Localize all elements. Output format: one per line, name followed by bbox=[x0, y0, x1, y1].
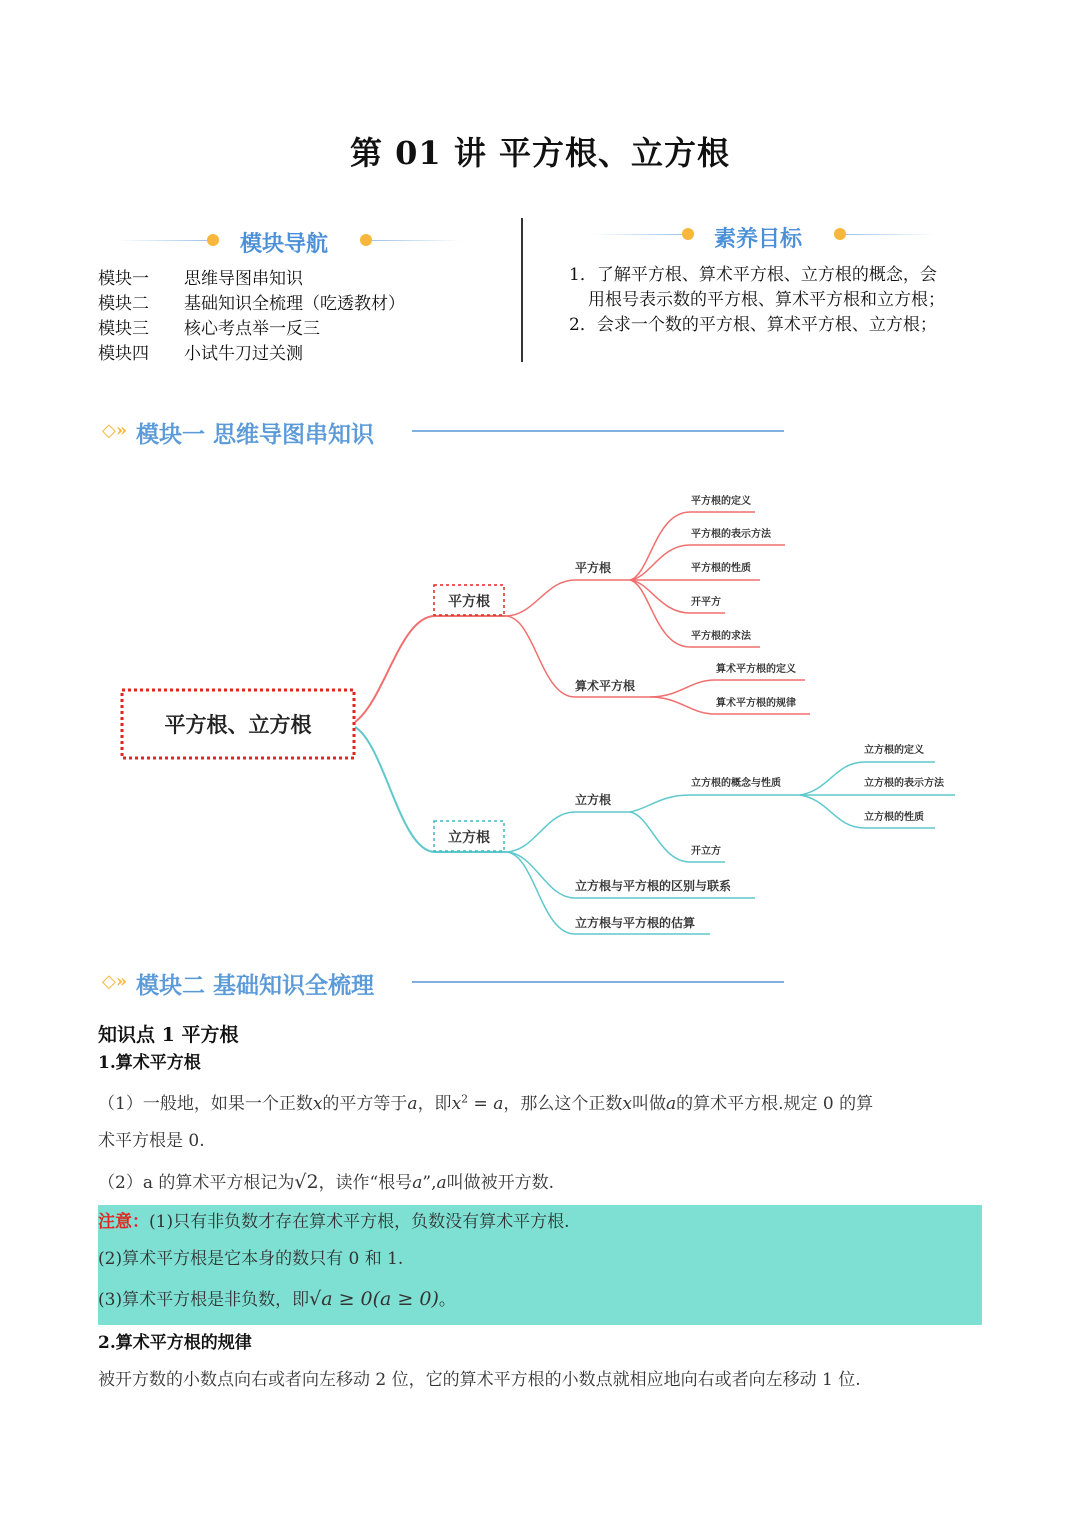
subsection-2-heading: 2.算术平方根的规律 bbox=[98, 1333, 252, 1353]
mm-cube-concept-item-1: 立方根的定义 bbox=[864, 745, 924, 756]
mm-sq-label: 平方根 bbox=[575, 561, 612, 575]
p1-text-2: 的平方等于 bbox=[322, 1094, 408, 1114]
p1-var-x2: x bbox=[622, 1094, 632, 1114]
mm-cube-concept-item-3: 立方根的性质 bbox=[864, 812, 924, 823]
p1-text-3: ，即 bbox=[417, 1094, 452, 1114]
note-formula: √a ≥ 0(a ≥ 0) bbox=[309, 1288, 439, 1310]
mm-link-root-sq bbox=[355, 616, 505, 722]
p1-eq-a: a bbox=[493, 1094, 504, 1114]
nav-item-3-label: 核心考点举一反三 bbox=[184, 319, 320, 339]
page-title: 第 01 讲 平方根、立方根 bbox=[350, 134, 730, 172]
note-label: 注意： bbox=[98, 1212, 149, 1232]
mm-cube-concept-item-2: 立方根的表示方法 bbox=[864, 778, 944, 789]
mm-branch2-label: 立方根 bbox=[448, 830, 490, 846]
module2-heading: 模块二 基础知识全梳理 bbox=[136, 973, 375, 999]
nav-item-1[interactable] bbox=[98, 264, 303, 289]
goal-line-1: 1．了解平方根、算术平方根、立方根的概念，会 bbox=[569, 265, 937, 285]
goals-heading-line-left bbox=[592, 234, 682, 235]
p2-text-3: ”, bbox=[422, 1173, 437, 1193]
mm-root-label: 平方根、立方根 bbox=[164, 713, 312, 737]
nav-heading-line-right bbox=[372, 240, 462, 241]
p1-text-6: 的算术平方根.规定 0 的算 bbox=[676, 1094, 874, 1114]
mm-cube-label: 立方根 bbox=[575, 793, 612, 807]
nav-item-2-key: 模块二 bbox=[98, 294, 149, 314]
goals-heading-dot-right bbox=[834, 228, 846, 240]
paragraph-1-line-1 bbox=[98, 1089, 873, 1114]
column-divider bbox=[521, 218, 523, 362]
note-text-1: (1)只有非负数才存在算术平方根，负数没有算术平方根. bbox=[149, 1212, 570, 1232]
nav-item-1-label: 思维导图串知识 bbox=[184, 269, 303, 289]
p2-sqrt: √2 bbox=[294, 1171, 319, 1193]
paragraph-1-line-2: 术平方根是 0. bbox=[98, 1131, 205, 1151]
goals-heading-line-right bbox=[846, 234, 936, 235]
goals-heading-dot-left bbox=[682, 228, 694, 240]
mm-link-concept bbox=[630, 795, 800, 812]
note-line-2: (2)算术平方根是它本身的数只有 0 和 1. bbox=[98, 1249, 404, 1269]
mm-cube-diff-label: 立方根与平方根的区别与联系 bbox=[575, 879, 732, 893]
mm-branch1-label: 平方根 bbox=[448, 594, 490, 610]
goal-line-2: 用根号表示数的平方根、算术平方根和立方根； bbox=[588, 290, 945, 310]
note-text-3c: 。 bbox=[438, 1290, 456, 1310]
goals-heading: 素养目标 bbox=[714, 227, 803, 252]
mm-link-cube bbox=[505, 812, 630, 852]
p1-text-1: （1）一般地，如果一个正数 bbox=[98, 1094, 313, 1114]
goal-line-3: 2．会求一个数的平方根、算术平方根、立方根； bbox=[569, 315, 937, 335]
note-line-1 bbox=[98, 1207, 569, 1232]
p1-eq-sign: = bbox=[468, 1094, 494, 1114]
mm-arith-item-2: 算术平方根的规律 bbox=[716, 698, 796, 709]
paragraph-2 bbox=[98, 1168, 554, 1193]
p1-text-5: 叫做 bbox=[631, 1094, 666, 1114]
mm-arith-label: 算术平方根 bbox=[575, 679, 636, 693]
p2-text-1: （2）a 的算术平方根记为 bbox=[98, 1173, 295, 1193]
mm-sq-item-1: 平方根的定义 bbox=[691, 496, 751, 507]
p2-text-2: ，读作“根号 bbox=[318, 1173, 413, 1193]
nav-heading-dot-right bbox=[360, 234, 372, 246]
nav-heading: 模块导航 bbox=[240, 232, 329, 257]
mm-sq-item-4: 开平方 bbox=[691, 597, 721, 608]
note-line-3 bbox=[98, 1285, 456, 1310]
p1-eq-x: x bbox=[451, 1094, 462, 1114]
mm-link-sq bbox=[505, 580, 630, 616]
nav-item-3-key: 模块三 bbox=[98, 319, 149, 339]
mm-cube-open-label: 开立方 bbox=[691, 846, 721, 857]
nav-item-2[interactable] bbox=[98, 289, 405, 314]
p2-text-4: 叫做被开方数. bbox=[446, 1173, 555, 1193]
nav-item-4-key: 模块四 bbox=[98, 344, 149, 364]
nav-item-3[interactable] bbox=[98, 314, 320, 339]
p2-var-a2: a bbox=[436, 1173, 447, 1193]
p1-text-4: ，那么这个正数 bbox=[503, 1094, 623, 1114]
module1-rule bbox=[412, 430, 784, 432]
p1-var-a: a bbox=[407, 1094, 418, 1114]
module1-heading: 模块一 思维导图串知识 bbox=[136, 422, 375, 448]
note-text-3a: (3)算术平方根是非负数，即 bbox=[98, 1290, 310, 1310]
nav-item-4-label: 小试牛刀过关测 bbox=[184, 344, 303, 364]
nav-item-2-label: 基础知识全梳理（吃透教材） bbox=[184, 294, 405, 314]
mm-sq-item-3: 平方根的性质 bbox=[691, 563, 751, 574]
nav-heading-line-left bbox=[118, 240, 208, 241]
nav-item-4[interactable] bbox=[98, 339, 303, 364]
module2-arrow-icon: ◇» bbox=[102, 971, 128, 992]
mm-sq-item-2: 平方根的表示方法 bbox=[691, 529, 771, 540]
p1-var-a3: a bbox=[665, 1094, 677, 1114]
nav-heading-dot-left bbox=[207, 234, 219, 246]
mind-map bbox=[0, 480, 1080, 940]
subsection-1-heading: 1.算术平方根 bbox=[98, 1053, 201, 1073]
mm-sq-item-5: 平方根的求法 bbox=[691, 631, 751, 642]
module2-rule bbox=[412, 981, 784, 983]
p2-var-a: a bbox=[412, 1173, 423, 1193]
nav-item-1-key: 模块一 bbox=[98, 269, 149, 289]
paragraph-3: 被开方数的小数点向右或者向左移动 2 位，它的算术平方根的小数点就相应地向右或者向左移动 1 位. bbox=[98, 1370, 861, 1390]
mm-cube-est-label: 立方根与平方根的估算 bbox=[575, 916, 696, 930]
p1-var-x: x bbox=[312, 1094, 323, 1114]
mm-link-arith-1 bbox=[650, 680, 805, 697]
knowledge-point-1-heading: 知识点 1 平方根 bbox=[98, 1024, 239, 1046]
mm-cube-concept-label: 立方根的概念与性质 bbox=[691, 778, 781, 789]
p1-eq-sup: 2 bbox=[461, 1092, 469, 1106]
module1-arrow-icon: ◇» bbox=[102, 420, 128, 441]
mm-arith-item-1: 算术平方根的定义 bbox=[716, 664, 796, 675]
